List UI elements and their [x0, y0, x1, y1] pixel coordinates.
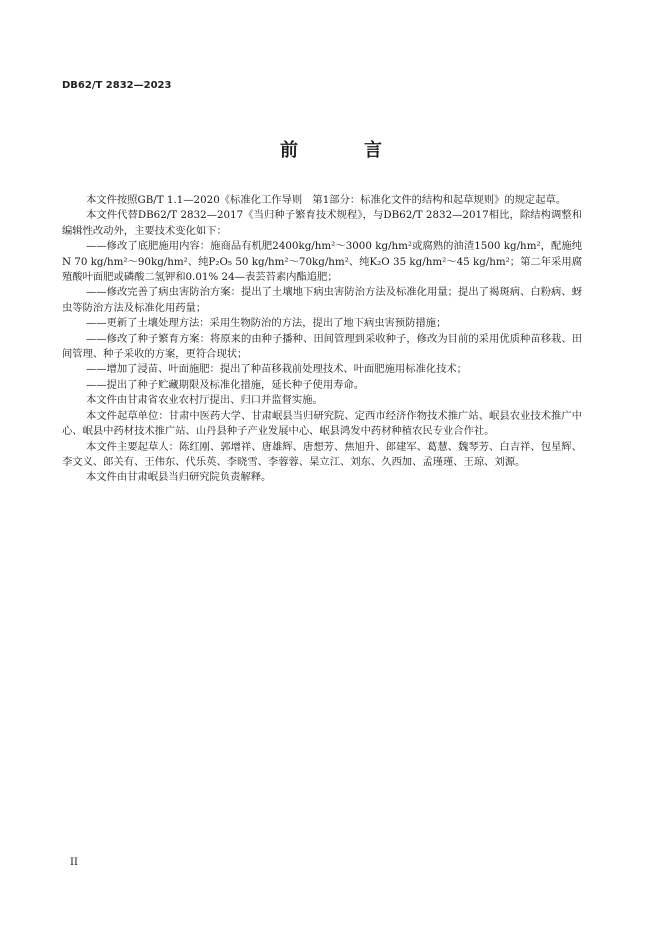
paragraph: 本文件按照GB/T 1.1—2020《标准化工作导则 第1部分：标准化文件的结构和起草规则》的规定起草。: [86, 194, 567, 206]
page-title: 前 言: [280, 140, 406, 161]
document-code: DB62/T 2832—2023: [62, 80, 172, 91]
document-body: [62, 193, 582, 486]
paragraph: ——修改了底肥施用内容：施商品有机肥2400kg/hm²～3000 kg/hm²或腐熟的油渣1500 kg/hm²，配施纯N 70 kg/hm²～90kg/hm²、纯P₂O₅ 50 kg/hm²～70kg/hm²、纯K₂O 35 kg/hm²～45 kg/hm²；第二年采用腐殖酸叶面肥或磷酸二氢钾和0.01% 24—表芸苔素内酯追肥；: [62, 240, 582, 284]
paragraph: 本文件起草单位：甘肃中医药大学、甘肃岷县当归研究院、定西市经济作物技术推广站、岷县农业技术推广中心、岷县中药材技术推广站、山丹县种子产业发展中心、岷县鸿发中药材种植农民专业合作社。: [62, 409, 582, 438]
paragraph: 本文件主要起草人：陈红刚、郭增祥、唐雄辉、唐想芳、焦旭升、郎建军、葛慧、魏琴芳、白吉祥、包星辉、李文义、郎关有、王伟东、代乐英、李晓雪、李蓉蓉、杲立江、刘东、久西加、孟瑾瑾、王琼、刘源。: [62, 440, 582, 468]
paragraph: 本文件代替DB62/T 2832—2017《当归种子繁育技术规程》，与DB62/T 2832—2017相比，除结构调整和编辑性改动外，主要技术变化如下：: [62, 209, 582, 237]
paragraph: 本文件由甘肃岷县当归研究院负责解释。: [86, 471, 272, 484]
paragraph: ——更新了土壤处理方法：采用生物防治的方法，提出了地下病虫害预防措施；: [86, 317, 447, 330]
page-number: II: [70, 857, 78, 868]
paragraph: ——增加了浸苗、叶面施肥：提出了种苗移栽前处理技术、叶面肥施用标准化技术；: [86, 363, 467, 376]
paragraph: ——修改了种子繁育方案：将原来的由种子播种、田间管理到采收种子，修改为目前的采用优质种苗移栽、田间管理、种子采收的方案，更符合现状；: [62, 332, 582, 361]
paragraph: ——提出了种子贮藏期限及标准化措施，延长种子使用寿命。: [86, 378, 365, 391]
paragraph: ——修改完善了病虫害防治方案：提出了土壤地下病虫害防治方法及标准化用量；提出了褐斑病、白粉病、蚜虫等防治方法及标准化用药量；: [62, 286, 582, 314]
paragraph: 本文件由甘肃省农业农村厅提出、归口并监督实施。: [86, 394, 323, 407]
